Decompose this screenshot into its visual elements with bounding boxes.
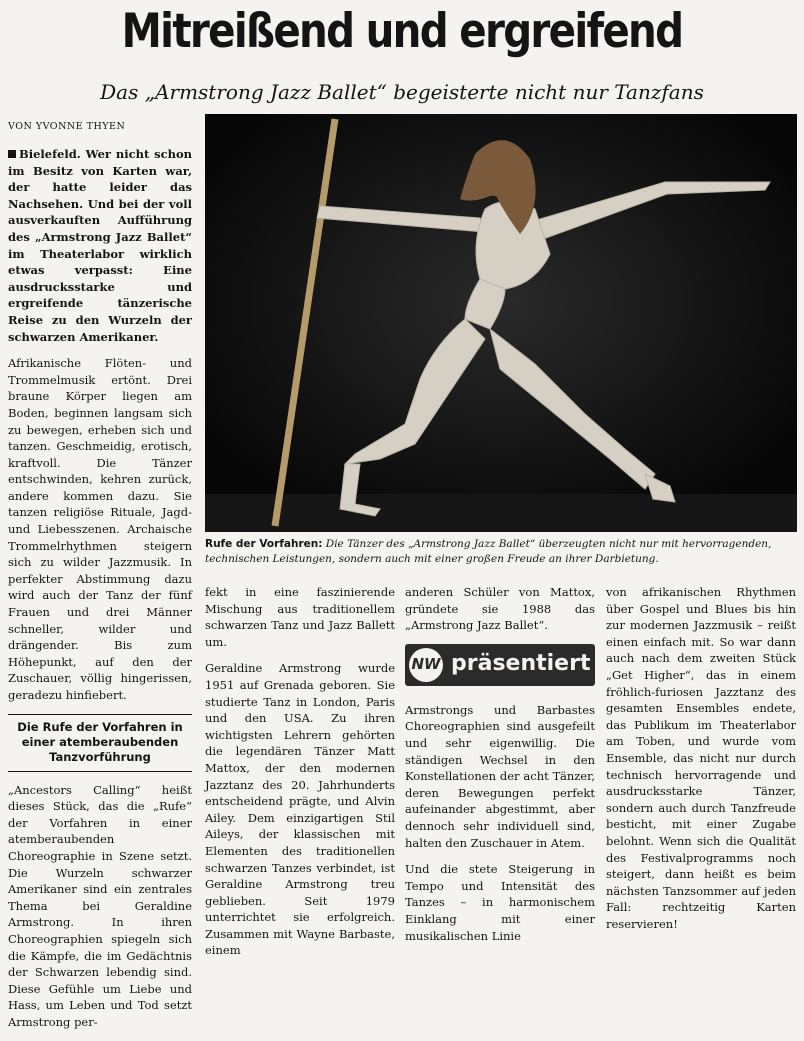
column-2 xyxy=(205,584,395,969)
subheadline: Das „Armstrong Jazz Ballet“ begeisterte nicht nur Tanzfans xyxy=(100,80,704,104)
subheading: Die Rufe der Vorfahren in einer atemberaubenden Tanzvorführung xyxy=(8,714,192,772)
headline: Mitreißend und ergreifend xyxy=(121,4,683,59)
byline: VON YVONNE THYEN xyxy=(8,121,126,132)
body-paragraph: Afrikanische Flöten- und Trommelmusik ertönt. Drei braune Körper liegen am Boden, beginnen langsam sich zu bewegen, erheben sich und tanzen. Geschmeidig, erotisch, kraftvoll. Die Tänzer entschwinden, kehren zurück, andere kommen dazu. Sie tanzen religiöse Rituale, Jagd- und Liebesszenen. Archaische Trommelrhythmen steigern sich zu wilder Jazzmusik. In perfekter Abstimmung dazu wird auch der Tanz der fünf Frauen und drei Männer schneller, wilder und drängender. Bis zum Höhepunkt, auf den der Zuschauer, völlig hingerissen, geradezu hinfiebert. xyxy=(8,356,192,702)
caption-text: Die Tänzer des „Armstrong Jazz Ballet“ überzeugten nicht nur mit hervorragenden, technischen Leistungen, sondern auch mit einer großen Freude an ihrer Darbietung. xyxy=(205,538,772,565)
photo-caption xyxy=(205,537,797,567)
body-paragraph: „Ancestors Calling“ heißt dieses Stück, das die „Rufe“ der Vorfahren in einer atemberaubenden Choreographie in Szene setzt. Die Wurzeln schwarzer Amerikaner sind ein zentrales Thema bei Geraldine Armstrong. In ihren Choreographien spiegeln sich die Kämpfe, die im Gedächtnis der Schwarzen lebendig sind. Diese Gefühle um Liebe und Hass, um Leben und Tod setzt Armstrong per- xyxy=(8,782,192,1029)
column-3 xyxy=(405,584,595,954)
dancer-photo xyxy=(205,114,797,532)
body-paragraph: Und die stete Steigerung in Tempo und Intensität des Tanzes – in harmonischem Einklang mit einer musikalischen Linie xyxy=(405,862,595,943)
dancer-illustration xyxy=(205,114,797,532)
column-4 xyxy=(606,584,796,942)
nw-logo-icon: NW xyxy=(409,648,443,682)
lead-paragraph xyxy=(8,146,192,345)
body-paragraph: Armstrongs und Barbastes Choreographien sind ausgefeilt und sehr eigenwillig. Die ständigen Wechsel in den Konstellationen der acht Tänzer, deren Bewegungen perfekt aufeinander abgestimmt, aber dennoch sehr individuell sind, halten den Zuschauer in Atem. xyxy=(405,702,595,850)
presents-label: präsentiert xyxy=(451,651,591,677)
bullet-square-icon xyxy=(8,150,16,158)
caption-label: Rufe der Vorfahren: xyxy=(205,538,323,550)
nw-presents-banner xyxy=(405,644,595,686)
body-paragraph: fekt in eine faszinierende Mischung aus traditionellem schwarzen Tanz und Jazz Ballett um. xyxy=(205,585,395,649)
lead-text: Bielefeld. Wer nicht schon im Besitz von Karten war, der hatte leider das Nachsehen. Und bei der voll ausverkauften Aufführung des „Armstrong Jazz Ballet“ im Theaterlabor wirklich etwas verpasst: Eine ausdrucksstarke und ergreifende tänzerische Reise zu den Wurzeln der schwarzen Amerikaner. xyxy=(8,147,192,344)
body-paragraph: von afrikanischen Rhythmen über Gospel und Blues bis hin zur modernen Jazzmusik – reißt einen einfach mit. So war dann auch nach dem zweiten Stück „Get Higher“, das in einem fröhlich-furiosen Jazztanz des gesamten Ensembles endete, das Publikum im Theaterlabor am Toben, und wurde vom Ensemble, das nicht nur durch technisch hervorragende und ausdrucksstarke Tänzer, sondern auch durch Tanzfreude besticht, mit einer Zugabe belohnt. Wenn sich die Qualität des Festivalprogramms noch steigert, dann heißt es beim nächsten Tanzsommer auf jeden Fall: rechtzeitig Karten reservieren! xyxy=(606,585,796,931)
body-paragraph: Geraldine Armstrong wurde 1951 auf Grenada geboren. Sie studierte Tanz in London, Paris und den USA. Zu ihren wichtigsten Lehrern gehörten die legendären Tänzer Matt Mattox, der den modernen Jazztanz des 20. Jahrhunderts entscheidend prägte, und Alvin Ailey. Dem einzigartigen Stil Aileys, der klassischen mit Elementen des traditionellen schwarzen Tanzes verbindet, ist Geraldine Armstrong treu geblieben. Seit 1979 unterrichtet sie erfolgreich. Zusammen mit Wayne Barbaste, einem xyxy=(205,661,395,958)
column-1 xyxy=(8,146,192,1041)
body-paragraph: anderen Schüler von Mattox, gründete sie 1988 das „Armstrong Jazz Ballet“. xyxy=(405,585,595,633)
